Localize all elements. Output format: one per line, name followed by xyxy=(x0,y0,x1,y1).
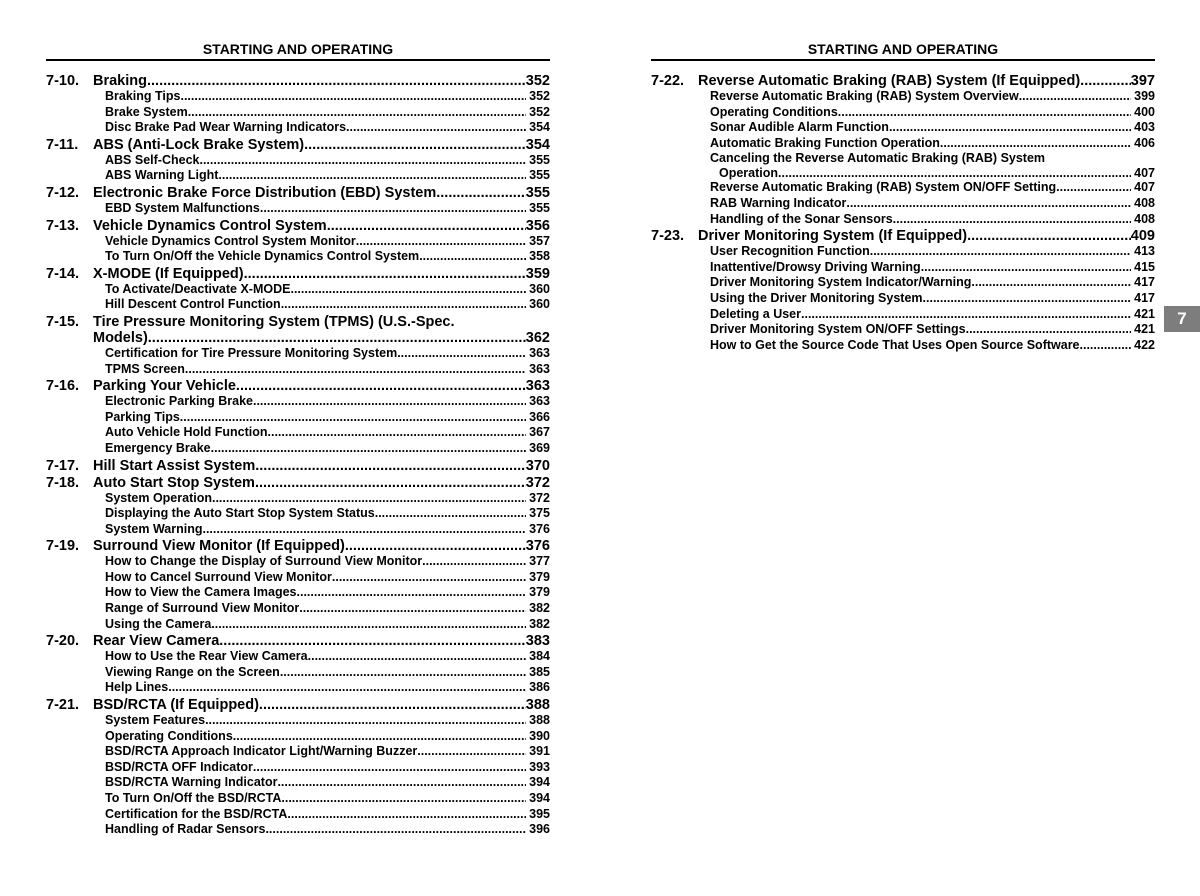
dot-leader xyxy=(778,166,1131,180)
page-number: 363 xyxy=(529,345,550,360)
page-number: 417 xyxy=(1134,290,1155,305)
page-number: 363 xyxy=(525,378,550,395)
page-number: 379 xyxy=(529,569,550,584)
section-number: 7-13. xyxy=(46,217,80,234)
page-number: 369 xyxy=(529,440,550,455)
page-number: 403 xyxy=(1134,120,1155,135)
section-title: Electronic Brake Force Distribution (EBD) System xyxy=(93,184,437,201)
toc-subsection-link[interactable] xyxy=(46,822,550,838)
toc-subsection-link[interactable] xyxy=(46,649,550,665)
subsection-title: Using the Camera xyxy=(105,616,212,631)
dot-leader xyxy=(332,570,526,586)
page-header: STARTING AND OPERATING xyxy=(807,41,999,57)
subsection-title: BSD/RCTA Warning Indicator xyxy=(105,775,278,790)
header-rule xyxy=(651,59,1155,61)
page-number: 358 xyxy=(529,249,550,264)
page-number: 417 xyxy=(1134,275,1155,290)
dot-leader xyxy=(966,322,1132,338)
section-title: Tire Pressure Monitoring System (TPMS) (U.S.-Spec. xyxy=(93,313,455,330)
page-number: 376 xyxy=(525,538,550,555)
dot-leader xyxy=(277,775,526,791)
toc-subsection-link[interactable] xyxy=(46,680,550,696)
subsection-title: Canceling the Reverse Automatic Braking (RAB) System xyxy=(710,151,1046,166)
toc-subsection-link[interactable] xyxy=(46,168,550,184)
subsection-title: Using the Driver Monitoring System xyxy=(710,290,923,305)
section-number: 7-15. xyxy=(46,313,80,330)
dot-leader xyxy=(870,244,1131,260)
dot-leader xyxy=(180,410,526,426)
toc-subsection-link[interactable] xyxy=(46,394,550,410)
toc-subsection-link[interactable] xyxy=(46,744,550,760)
toc-subsection-link[interactable] xyxy=(46,201,550,217)
subsection-title: TPMS Screen xyxy=(105,361,185,376)
section-title: Hill Start Assist System xyxy=(93,457,256,474)
dot-leader xyxy=(199,153,526,169)
page-number: 413 xyxy=(1134,244,1155,259)
toc-subsection-link[interactable] xyxy=(651,151,1155,180)
dot-leader xyxy=(211,617,526,633)
section-number: 7-14. xyxy=(46,265,80,282)
subsection-title: To Turn On/Off the BSD/RCTA xyxy=(105,791,282,805)
page-number: 396 xyxy=(529,822,550,837)
toc-subsection-link[interactable] xyxy=(651,120,1155,136)
toc-subsection-link[interactable] xyxy=(651,180,1155,196)
page-number: 415 xyxy=(1134,259,1155,274)
toc-subsection-link[interactable] xyxy=(46,506,550,522)
toc-subsection-link[interactable] xyxy=(46,346,550,362)
toc-subsection-link[interactable] xyxy=(46,410,550,426)
page-number: 388 xyxy=(525,697,550,714)
dot-leader xyxy=(1080,73,1131,89)
page-number: 421 xyxy=(1134,306,1155,321)
dot-leader xyxy=(211,441,527,457)
page-number: 406 xyxy=(1134,135,1155,150)
page-number: 355 xyxy=(529,152,550,167)
subsection-title: Displaying the Auto Start Stop System Status xyxy=(105,506,375,521)
subsection-title: BSD/RCTA Approach Indicator Light/Warning Buzzer xyxy=(105,744,418,759)
subsection-title: Deleting a User xyxy=(710,306,802,321)
toc-section-link[interactable] xyxy=(46,217,550,234)
toc-subsection-link[interactable] xyxy=(46,665,550,681)
page-number: 408 xyxy=(1134,195,1155,210)
subsection-title: Certification for the BSD/RCTA xyxy=(105,806,288,821)
page-number: 421 xyxy=(1134,322,1155,337)
subsection-title: BSD/RCTA OFF Indicator xyxy=(105,759,253,774)
toc-subsection-link[interactable] xyxy=(651,307,1155,323)
page-number: 356 xyxy=(525,217,550,234)
section-title: X-MODE (If Equipped) xyxy=(93,265,244,282)
dot-leader xyxy=(921,260,1131,276)
dot-leader xyxy=(299,601,526,617)
subsection-title: User Recognition Function xyxy=(710,244,870,259)
toc-section-link[interactable] xyxy=(46,377,550,394)
dot-leader xyxy=(419,249,526,265)
subsection-title: Handling of Radar Sensors xyxy=(105,822,266,837)
dot-leader xyxy=(297,585,527,601)
section-number: 7-23. xyxy=(651,228,685,245)
dot-leader xyxy=(219,633,526,649)
table-of-contents xyxy=(651,72,1155,353)
dot-leader xyxy=(180,89,526,105)
dot-leader xyxy=(356,234,526,250)
page-number: 407 xyxy=(1134,166,1155,181)
section-number: 7-10. xyxy=(46,73,80,89)
dot-leader xyxy=(397,346,526,362)
toc-subsection-link[interactable] xyxy=(46,282,550,298)
dot-leader xyxy=(346,120,526,136)
toc-subsection-link[interactable] xyxy=(46,234,550,250)
dot-leader xyxy=(1056,180,1131,196)
page-number: 379 xyxy=(529,585,550,600)
page-number: 352 xyxy=(529,89,550,103)
subsection-title: System Features xyxy=(105,713,206,728)
dot-leader xyxy=(255,475,526,491)
subsection-title: Inattentive/Drowsy Driving Warning xyxy=(710,259,921,274)
page-number: 359 xyxy=(525,265,550,282)
subsection-title: Reverse Automatic Braking (RAB) System Overview xyxy=(710,89,1019,103)
subsection-title: Vehicle Dynamics Control System Monitor xyxy=(105,233,356,248)
dot-leader xyxy=(260,201,526,217)
subsection-title: To Activate/Deactivate X-MODE xyxy=(105,281,291,296)
toc-subsection-link[interactable] xyxy=(46,585,550,601)
page-number: 394 xyxy=(529,791,550,805)
toc-subsection-link[interactable] xyxy=(46,760,550,776)
page-number: 408 xyxy=(1134,211,1155,226)
page-number: 377 xyxy=(529,554,550,569)
section-title: Rear View Camera xyxy=(93,633,220,650)
chapter-tab[interactable]: 7 xyxy=(1164,306,1200,332)
subsection-title: Driver Monitoring System Indicator/Warning xyxy=(710,275,972,290)
toc-subsection-link[interactable] xyxy=(46,570,550,586)
toc-subsection-link[interactable] xyxy=(46,153,550,169)
dot-leader xyxy=(923,291,1132,307)
page-number: 376 xyxy=(529,521,550,536)
toc-subsection-link[interactable] xyxy=(46,713,550,729)
subsection-title: Driver Monitoring System ON/OFF Settings xyxy=(710,322,966,337)
page-number: 386 xyxy=(529,680,550,695)
toc-subsection-link[interactable] xyxy=(651,338,1155,354)
dot-leader xyxy=(375,506,526,522)
page-number: 409 xyxy=(1130,228,1155,245)
section-number: 7-20. xyxy=(46,633,80,650)
page-number: 360 xyxy=(529,281,550,296)
subsection-title: Electronic Parking Brake xyxy=(105,394,253,409)
page-number: 366 xyxy=(529,409,550,424)
toc-subsection-link[interactable] xyxy=(46,249,550,265)
dot-leader xyxy=(168,680,526,696)
section-number: 7-16. xyxy=(46,378,80,395)
page-number: 367 xyxy=(529,425,550,440)
toc-subsection-link[interactable] xyxy=(46,297,550,313)
page-number: 375 xyxy=(529,506,550,521)
toc-subsection-link[interactable] xyxy=(46,554,550,570)
dot-leader xyxy=(308,649,527,665)
page-number: 407 xyxy=(1134,180,1155,195)
page-number: 384 xyxy=(529,649,550,664)
dot-leader xyxy=(345,538,526,554)
subsection-title: System Operation xyxy=(105,490,212,505)
section-number: 7-11. xyxy=(46,136,79,153)
toc-section-link[interactable] xyxy=(46,136,550,153)
dot-leader xyxy=(846,196,1131,212)
dot-leader xyxy=(185,362,526,378)
page-number: 362 xyxy=(525,329,550,346)
page-header: STARTING AND OPERATING xyxy=(202,41,394,57)
dot-leader xyxy=(838,105,1131,121)
dot-leader xyxy=(417,744,526,760)
subsection-title: How to Use the Rear View Camera xyxy=(105,649,308,664)
toc-section-link[interactable] xyxy=(46,72,550,89)
dot-leader xyxy=(218,168,526,184)
dot-leader xyxy=(290,282,526,298)
toc-section-link[interactable] xyxy=(46,457,550,474)
dot-leader xyxy=(304,137,526,153)
toc-subsection-link[interactable] xyxy=(46,89,550,105)
dot-leader xyxy=(259,697,526,713)
subsection-title: Reverse Automatic Braking (RAB) System ON/OFF Setting xyxy=(710,180,1057,195)
toc-section-link[interactable] xyxy=(651,72,1155,89)
dot-leader xyxy=(1019,89,1131,105)
page-number: 372 xyxy=(525,474,550,491)
subsection-title: Brake System xyxy=(105,104,188,119)
toc-subsection-link[interactable] xyxy=(46,120,550,136)
subsection-title: ABS Warning Light xyxy=(105,168,219,183)
section-number: 7-19. xyxy=(46,538,80,555)
subsection-title: Parking Tips xyxy=(105,409,180,424)
page-number: 391 xyxy=(529,744,550,759)
section-title: Reverse Automatic Braking (RAB) System (If Equipped) xyxy=(698,73,1081,89)
page-number: 422 xyxy=(1134,337,1155,352)
dot-leader xyxy=(253,760,526,776)
toc-section-link[interactable] xyxy=(46,313,550,346)
page-number: 397 xyxy=(1130,73,1155,89)
toc-subsection-link[interactable] xyxy=(651,291,1155,307)
page-number: 385 xyxy=(529,664,550,679)
toc-subsection-link[interactable] xyxy=(46,807,550,823)
dot-leader xyxy=(287,807,526,823)
table-of-contents xyxy=(46,72,550,838)
page-number: 352 xyxy=(525,73,550,89)
subsection-title: RAB Warning Indicator xyxy=(710,195,847,210)
page-number: 393 xyxy=(529,759,550,774)
toc-subsection-link[interactable] xyxy=(46,491,550,507)
page-number: 355 xyxy=(529,200,550,215)
toc-subsection-link[interactable] xyxy=(46,105,550,121)
toc-subsection-link[interactable] xyxy=(651,244,1155,260)
subsection-title: Viewing Range on the Screen xyxy=(105,664,280,679)
toc-subsection-link[interactable] xyxy=(651,89,1155,105)
dot-leader xyxy=(889,120,1131,136)
dot-leader xyxy=(205,713,526,729)
section-number: 7-22. xyxy=(651,73,685,89)
toc-subsection-link[interactable] xyxy=(651,196,1155,212)
dot-leader xyxy=(148,330,526,346)
dot-leader xyxy=(147,73,526,89)
subsection-title: How to View the Camera Images xyxy=(105,585,297,600)
subsection-title: Hill Descent Control Function xyxy=(105,297,281,312)
page-number: 382 xyxy=(529,616,550,631)
header-rule xyxy=(46,59,550,61)
subsection-title: Operating Conditions xyxy=(710,104,838,119)
page-number: 394 xyxy=(529,775,550,790)
section-number: 7-21. xyxy=(46,697,80,714)
section-title: Parking Your Vehicle xyxy=(93,378,236,395)
dot-leader xyxy=(255,458,526,474)
page-number: 355 xyxy=(525,184,550,201)
section-title: Driver Monitoring System (If Equipped) xyxy=(698,228,968,245)
page-number: 383 xyxy=(525,633,550,650)
dot-leader xyxy=(940,136,1131,152)
page-number: 370 xyxy=(525,457,550,474)
toc-subsection-link[interactable] xyxy=(46,775,550,791)
page-number: 354 xyxy=(525,136,550,153)
page-number: 355 xyxy=(529,168,550,183)
subsection-title: System Warning xyxy=(105,521,203,536)
dot-leader xyxy=(212,491,526,507)
dot-leader xyxy=(280,665,526,681)
section-number: 7-17. xyxy=(46,457,80,474)
subsection-title: EBD System Malfunctions xyxy=(105,200,260,215)
dot-leader xyxy=(244,266,526,282)
toc-subsection-link[interactable] xyxy=(651,212,1155,228)
toc-section-link[interactable] xyxy=(651,227,1155,244)
section-title: BSD/RCTA (If Equipped) xyxy=(93,697,259,714)
toc-section-link[interactable] xyxy=(46,265,550,282)
subsection-title: Automatic Braking Function Operation xyxy=(710,135,940,150)
toc-subsection-link[interactable] xyxy=(651,260,1155,276)
subsection-title: Range of Surround View Monitor xyxy=(105,601,300,616)
subsection-title: Disc Brake Pad Wear Warning Indicators xyxy=(105,120,347,135)
page-number: 390 xyxy=(529,728,550,743)
subsection-title: How to Cancel Surround View Monitor xyxy=(105,569,332,584)
subsection-title: Certification for Tire Pressure Monitoring System xyxy=(105,345,398,360)
toc-section-link[interactable] xyxy=(46,632,550,649)
toc-subsection-link[interactable] xyxy=(46,601,550,617)
section-title: Auto Start Stop System xyxy=(93,474,255,491)
dot-leader xyxy=(233,729,526,745)
section-number: 7-18. xyxy=(46,474,80,491)
subsection-title: Emergency Brake xyxy=(105,440,211,455)
toc-subsection-link[interactable] xyxy=(651,136,1155,152)
subsection-title: Operating Conditions xyxy=(105,728,233,743)
page-number: 399 xyxy=(1134,89,1155,103)
dot-leader xyxy=(893,212,1131,228)
toc-subsection-link[interactable] xyxy=(651,275,1155,291)
subsection-title: How to Get the Source Code That Uses Open Source Software xyxy=(710,337,1080,352)
page-number: 360 xyxy=(529,297,550,312)
dot-leader xyxy=(967,228,1131,244)
dot-leader xyxy=(202,522,526,538)
subsection-title: How to Change the Display of Surround View Monitor xyxy=(105,554,423,569)
subsection-title: Auto Vehicle Hold Function xyxy=(105,425,268,440)
subsection-title: Sonar Audible Alarm Function xyxy=(710,120,889,135)
toc-section-link[interactable] xyxy=(46,184,550,201)
page-number: 363 xyxy=(529,361,550,376)
dot-leader xyxy=(268,425,527,441)
toc-section-link[interactable] xyxy=(46,474,550,491)
page-number: 372 xyxy=(529,490,550,505)
dot-leader xyxy=(436,185,526,201)
toc-subsection-link[interactable] xyxy=(46,522,550,538)
page-number: 357 xyxy=(529,233,550,248)
subsection-title: Help Lines xyxy=(105,680,169,695)
section-title: ABS (Anti-Lock Brake System) xyxy=(93,136,305,153)
page-number: 363 xyxy=(529,394,550,409)
toc-section-link[interactable] xyxy=(46,537,550,554)
dot-leader xyxy=(327,218,526,234)
page-number: 395 xyxy=(529,806,550,821)
section-title: Braking xyxy=(93,73,147,89)
page-number: 382 xyxy=(529,601,550,616)
dot-leader xyxy=(253,394,526,410)
toc-subsection-link[interactable] xyxy=(46,362,550,378)
dot-leader xyxy=(236,378,526,394)
toc-subsection-link[interactable] xyxy=(46,617,550,633)
page-number: 352 xyxy=(529,104,550,119)
toc-subsection-link[interactable] xyxy=(46,729,550,745)
section-title: Surround View Monitor (If Equipped) xyxy=(93,538,345,555)
toc-subsection-link[interactable] xyxy=(651,322,1155,338)
dot-leader xyxy=(1080,338,1132,354)
subsection-title: ABS Self-Check xyxy=(105,152,200,167)
dot-leader xyxy=(188,105,526,121)
dot-leader xyxy=(281,791,526,807)
section-title-continued: Models) xyxy=(93,329,148,346)
page-number: 400 xyxy=(1134,104,1155,119)
subsection-title: To Turn On/Off the Vehicle Dynamics Control System xyxy=(105,249,420,264)
dot-leader xyxy=(265,822,526,838)
page-number: 354 xyxy=(529,120,550,135)
subsection-title: Braking Tips xyxy=(105,89,181,103)
section-title: Vehicle Dynamics Control System xyxy=(93,217,327,234)
toc-section-link[interactable] xyxy=(46,696,550,713)
dot-leader xyxy=(801,307,1131,323)
toc-subsection-link[interactable] xyxy=(651,105,1155,121)
subsection-title: Handling of the Sonar Sensors xyxy=(710,211,893,226)
subsection-title-continued: Operation xyxy=(719,166,779,181)
page-number: 388 xyxy=(529,713,550,728)
dot-leader xyxy=(971,275,1131,291)
toc-subsection-link[interactable] xyxy=(46,791,550,807)
section-number: 7-12. xyxy=(46,184,80,201)
toc-subsection-link[interactable] xyxy=(46,441,550,457)
dot-leader xyxy=(281,297,526,313)
dot-leader xyxy=(422,554,526,570)
toc-subsection-link[interactable] xyxy=(46,425,550,441)
